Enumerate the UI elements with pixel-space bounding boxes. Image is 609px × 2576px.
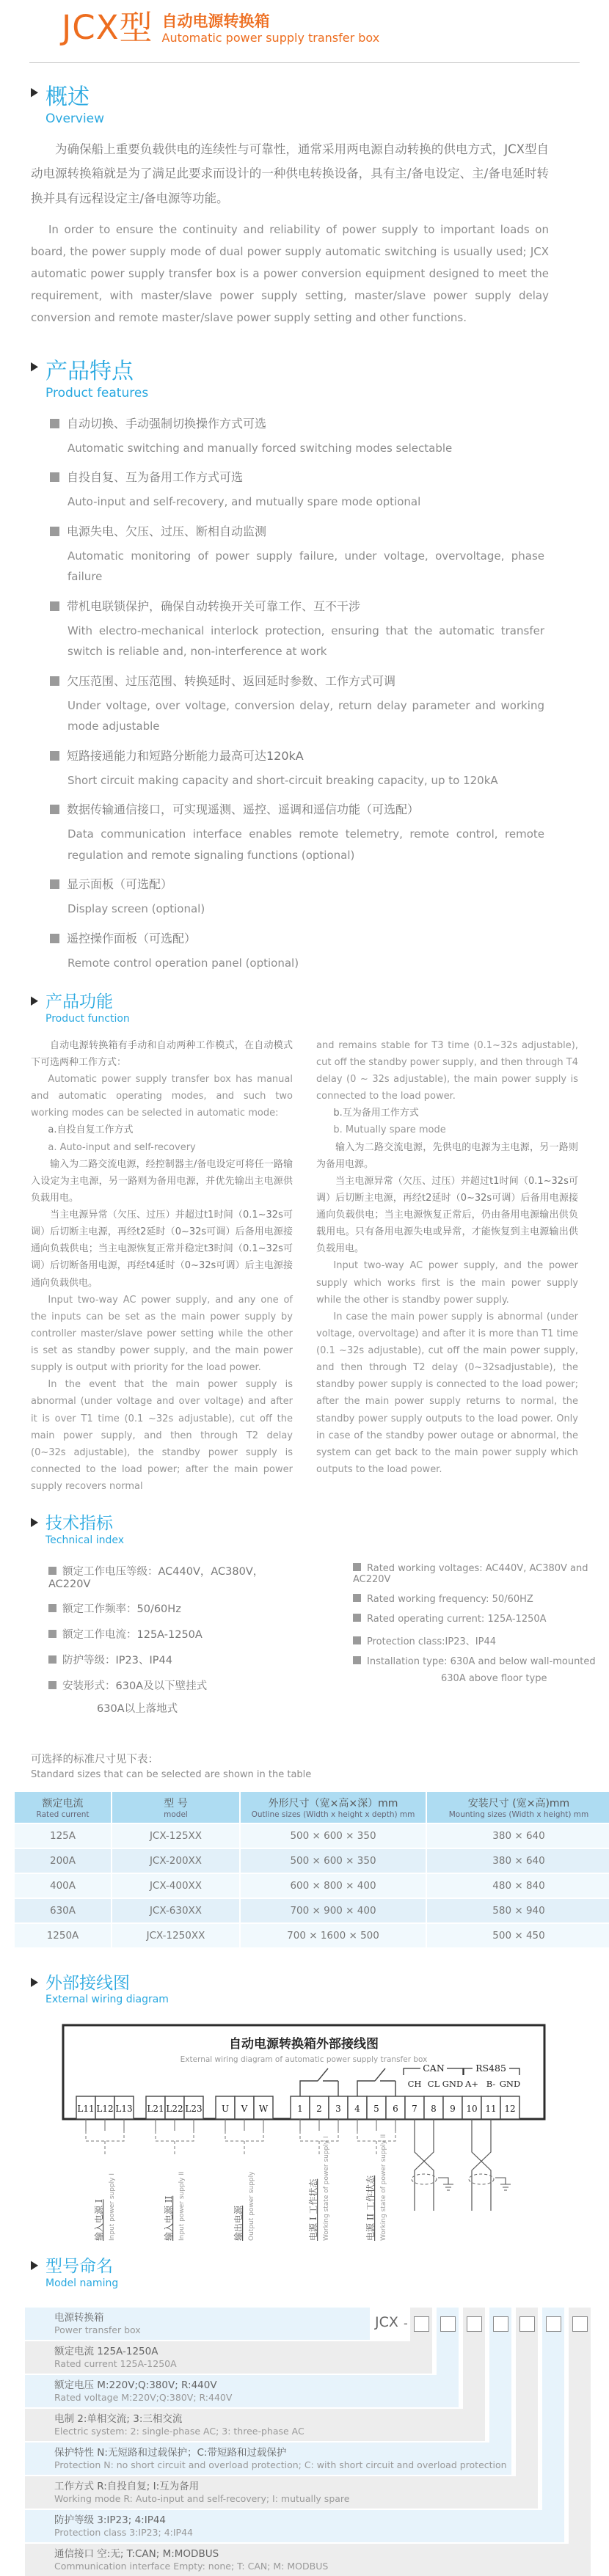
table-header-cell: 型 号 model bbox=[112, 1792, 239, 1823]
rs485-bus-label: RS485 bbox=[475, 2063, 506, 2074]
terminal-label: V bbox=[241, 2104, 248, 2115]
model-naming-row: 防护等级 3:IP23; 4:IP44 Protection class 3:IP23; 4:IP44 bbox=[25, 2510, 564, 2542]
model-code-box bbox=[440, 2316, 456, 2332]
function-paragraph: 当主电源异常（欠压、过压）并超过t1时间（0.1~32s可调）后切断主电源，再经t2延时（0~32s可调）后备用电源接通向负载供电；当主电源恢复正常并稳定t3时间（0.1~32s可调）后切断备用电源，再经t4延时（0~32s可调）后主电源接通向负载供电。 bbox=[31, 1210, 293, 1289]
feature-zh: 短路接通能力和短路分断能力最高可达120kA bbox=[67, 748, 304, 763]
bullet-square-icon bbox=[48, 1604, 56, 1612]
technical-en-column bbox=[353, 1563, 609, 1726]
section-marker-icon: ▶ bbox=[31, 2258, 38, 2273]
table-cell: JCX-125XX bbox=[112, 1824, 239, 1848]
feature-zh: 数据传输通信接口，可实现遥测、遥控、遥调和遥信功能（可选配） bbox=[67, 802, 420, 817]
function-paragraph: 自动电源转换箱有手动和自动两种工作模式，在自动模式下可选两种工作方式： bbox=[31, 1039, 293, 1068]
functions-columns bbox=[31, 1037, 578, 1495]
feature-item bbox=[50, 597, 559, 662]
technical-item-continuation: 630A above floor type bbox=[441, 1672, 547, 1684]
product-title-zh: 自动电源转换箱 bbox=[161, 12, 270, 30]
functions-right-column bbox=[316, 1037, 578, 1495]
wiring-title-zh: 外部接线图 bbox=[45, 1973, 130, 1993]
model-code-box bbox=[414, 2316, 429, 2332]
wiring-diagram bbox=[62, 2024, 546, 2244]
technical-heading bbox=[31, 1514, 609, 1547]
table-row bbox=[15, 1849, 609, 1873]
functions-title-zh: 产品功能 bbox=[45, 992, 113, 1012]
size-table-note-zh: 可选择的标准尺寸见下表： bbox=[31, 1753, 158, 1765]
bullet-square-icon bbox=[50, 805, 59, 814]
bullet-square-icon bbox=[48, 1567, 56, 1575]
terminal-label: 5 bbox=[373, 2104, 379, 2115]
table-cell: 480 × 840 bbox=[427, 1874, 609, 1898]
table-cell: 380 × 640 bbox=[427, 1849, 609, 1873]
table-cell: JCX-400XX bbox=[112, 1874, 239, 1898]
feature-en: With electro-mechanical interlock protection, ensuring that the automatic transfer switch is reliable and, non-interference at work bbox=[68, 623, 544, 659]
bullet-square-icon bbox=[353, 1594, 361, 1602]
group-label-zh: 电源 II 工作状态 bbox=[365, 2176, 376, 2242]
model-naming-row: 额定电压 M:220V;Q:380V; R:440V Rated voltage M:220V;Q:380V; R:440V bbox=[25, 2375, 459, 2407]
wiring-box-title-zh: 自动电源转换箱外部接线图 bbox=[229, 2037, 379, 2052]
model-dash: - bbox=[404, 2316, 408, 2331]
shield-ellipse-icon bbox=[412, 2174, 437, 2184]
bullet-square-icon bbox=[50, 527, 59, 536]
technical-item: Rated working voltages: AC440V, AC380V and AC220V bbox=[353, 1562, 588, 1585]
terminal-label: 2 bbox=[316, 2104, 322, 2115]
technical-columns bbox=[48, 1563, 609, 1726]
technical-item: 安装形式：630A及以下壁挂式 bbox=[62, 1680, 208, 1692]
feature-item bbox=[50, 747, 559, 791]
overview-title-zh: 概述 bbox=[45, 84, 90, 111]
feature-zh: 带机电联锁保护，确保自动转换开关可靠工作、互不干涉 bbox=[67, 599, 361, 613]
pin-label: CH bbox=[407, 2079, 422, 2090]
product-title-en: Automatic power supply transfer box bbox=[161, 31, 380, 45]
bullet-square-icon bbox=[48, 1655, 56, 1664]
feature-item bbox=[50, 468, 559, 513]
bullet-square-icon bbox=[50, 419, 59, 428]
table-cell: 125A bbox=[15, 1824, 111, 1848]
feature-zh: 自动切换、手动强制切换操作方式可选 bbox=[67, 416, 267, 431]
technical-zh-column bbox=[48, 1563, 304, 1726]
bullet-square-icon bbox=[50, 934, 59, 943]
group-label-en: Input power supply I bbox=[109, 2173, 116, 2242]
technical-item-continuation: 630A以上落地式 bbox=[97, 1702, 178, 1715]
bullet-square-icon bbox=[50, 676, 59, 686]
table-cell: 700 × 1600 × 500 bbox=[241, 1924, 426, 1947]
group-label-en: Input power supply II bbox=[178, 2171, 186, 2242]
wiring-stubs bbox=[86, 2119, 395, 2131]
ground-symbol-icon bbox=[438, 2178, 453, 2190]
function-paragraph: b.互为备用工作方式 bbox=[333, 1108, 419, 1119]
section-marker-icon: ▶ bbox=[31, 359, 38, 374]
group-label-zh: 输入电源 I bbox=[94, 2199, 104, 2242]
group-label-zh: 电源 I 工作状态 bbox=[308, 2179, 318, 2242]
terminal-label: L13 bbox=[115, 2104, 133, 2115]
bullet-square-icon bbox=[50, 472, 59, 482]
feature-zh: 欠压范围、过压范围、转换延时、返回延时参数、工作方式可调 bbox=[67, 673, 396, 688]
function-paragraph: In the event that the main power supply is abnormal (under voltage and over voltage) and after it is over T1 time (0.1 ~32s adjustable), cut off the main power supply, and then through T2 delay (0~32s adjustable), the standby power supply is connected to the load power; after the main power supply recovers normal bbox=[31, 1379, 293, 1493]
technical-item: Rated operating current: 125A-1250A bbox=[367, 1613, 547, 1625]
features-title-zh: 产品特点 bbox=[45, 359, 134, 385]
model-code-box bbox=[493, 2316, 508, 2332]
bullet-square-icon bbox=[48, 1681, 56, 1689]
function-paragraph: and remains stable for T3 time (0.1~32s adjustable), cut off the standby power supply, and then through T4 delay (0 ~ 32s adjustable), the main power supply is connected to the load power. bbox=[316, 1039, 578, 1102]
table-cell: 630A bbox=[15, 1899, 111, 1922]
wiring-heading bbox=[31, 1974, 609, 2007]
table-header-cell: 额定电流 Rated current bbox=[15, 1792, 111, 1823]
functions-left-column bbox=[31, 1037, 293, 1495]
section-marker-icon: ▶ bbox=[31, 994, 38, 1009]
terminal-label: L22 bbox=[166, 2104, 183, 2115]
feature-en: Automatic monitoring of power supply failure, under voltage, overvoltage, phase failure bbox=[68, 549, 544, 584]
terminal-label: 1 bbox=[297, 2104, 303, 2115]
table-cell: 700 × 900 × 400 bbox=[241, 1899, 426, 1922]
model-naming-title-zh: 型号命名 bbox=[45, 2257, 113, 2277]
model-naming-title-en: Model naming bbox=[45, 2277, 119, 2289]
pin-label: GND bbox=[442, 2079, 464, 2090]
section-marker-icon: ▶ bbox=[31, 85, 38, 100]
model-code-strip bbox=[569, 2308, 591, 2576]
table-cell: 580 × 940 bbox=[427, 1899, 609, 1922]
table-cell: JCX-630XX bbox=[112, 1899, 239, 1922]
technical-item: Rated working frequency: 50/60HZ bbox=[367, 1593, 533, 1605]
feature-zh: 遥控操作面板（可选配） bbox=[67, 931, 197, 945]
function-paragraph: In case the main power supply is abnormal (under voltage, overvoltage) and after it is more than T1 time (0.1 ~32s adjustable), cut off the main power supply, and then through T2 delay (0~32sadjustable), the standby power supply is connected to the load power; after the main power supply returns to normal, the standby power supply outputs to the load power. Only in case of the standby power outage or abnormal, the system can get back to the main power supply which outputs to the load power. bbox=[316, 1311, 578, 1475]
feature-item bbox=[50, 929, 559, 974]
bullet-square-icon bbox=[50, 751, 59, 761]
feature-en: Data communication interface enables remote telemetry, remote control, remote regulation and remote signaling functions (optional) bbox=[68, 827, 544, 862]
technical-item: 额定工作频率：50/60Hz bbox=[62, 1603, 181, 1615]
model-code-strip bbox=[542, 2308, 564, 2542]
technical-item: Installation type: 630A and below wall-mounted bbox=[367, 1655, 596, 1667]
model-naming-row: 电源转换箱 Power transfer box bbox=[25, 2308, 370, 2340]
section-marker-icon: ▶ bbox=[31, 1975, 38, 1989]
pin-label: B- bbox=[486, 2079, 496, 2090]
feature-item bbox=[50, 800, 559, 866]
pin-label: CL bbox=[427, 2079, 440, 2090]
terminal-label: L11 bbox=[77, 2104, 95, 2115]
size-table bbox=[13, 1790, 609, 1949]
feature-item bbox=[50, 414, 559, 459]
model-code-box bbox=[546, 2316, 561, 2332]
wiring-dashed-connectors bbox=[86, 2131, 395, 2156]
bullet-square-icon bbox=[353, 1614, 361, 1622]
twisted-pair-rs485 bbox=[472, 2119, 491, 2211]
function-paragraph: Input two-way AC power supply, and any one of the inputs can be set as the main power supply by controller master/slave power setting while the other is set as standby power supply, and the main power supply is output with priority for the load power. bbox=[31, 1294, 293, 1374]
terminal-label: 10 bbox=[466, 2104, 478, 2115]
model-naming-ladder bbox=[25, 2308, 602, 2576]
pin-label: A+ bbox=[465, 2079, 478, 2090]
size-table-note-en: Standard sizes that can be selected are shown in the table bbox=[31, 1768, 312, 1780]
function-paragraph: 输入为二路交流电源，先供电的电源为主电源，另一路则为备用电源。 bbox=[316, 1141, 578, 1170]
ground-symbol-icon bbox=[495, 2178, 511, 2190]
feature-zh: 自投自复、互为备用工作方式可选 bbox=[67, 470, 244, 485]
table-header-cell: 安装尺寸 (宽×高)mm Mounting sizes (Width x height) mm bbox=[427, 1792, 609, 1823]
feature-zh: 电源失电、欠压、过压、断相自动监测 bbox=[67, 524, 267, 538]
bullet-square-icon bbox=[50, 879, 59, 889]
features-list bbox=[50, 414, 559, 974]
feature-en: Short circuit making capacity and short-circuit breaking capacity, up to 120kA bbox=[68, 773, 498, 787]
group-label-en: Working state of power supply I bbox=[323, 2136, 330, 2242]
table-cell: 200A bbox=[15, 1849, 111, 1873]
model-naming-row: 额定电流 125A-1250A Rated current 125A-1250A bbox=[25, 2341, 432, 2374]
wiring-box-title-en: External wiring diagram of automatic power supply transfer box bbox=[180, 2055, 428, 2065]
model-naming-heading bbox=[31, 2257, 609, 2290]
model-naming-row: 电制 2:单相交流; 3:三相交流 Electric system: 2: single-phase AC; 3: three-phase AC bbox=[25, 2409, 485, 2441]
terminal-label: 12 bbox=[504, 2104, 516, 2115]
pin-label: GND bbox=[499, 2079, 521, 2090]
model-code-box bbox=[467, 2316, 482, 2332]
wiring-title-en: External wiring diagram bbox=[45, 1994, 169, 2006]
feature-en: Remote control operation panel (optional) bbox=[68, 956, 299, 970]
technical-title-zh: 技术指标 bbox=[45, 1514, 113, 1534]
header-divider bbox=[29, 62, 580, 63]
feature-item bbox=[50, 672, 559, 737]
wiring-group-labels bbox=[93, 2134, 387, 2241]
function-paragraph: a.自投自复工作方式 bbox=[48, 1124, 134, 1136]
table-cell: JCX-200XX bbox=[112, 1849, 239, 1873]
table-cell: 600 × 800 × 400 bbox=[241, 1874, 426, 1898]
function-paragraph: b. Mutually spare mode bbox=[333, 1124, 446, 1136]
technical-item: 额定工作电压等级：AC440V，AC380V，AC220V bbox=[48, 1565, 264, 1590]
table-header-cell: 外形尺寸（宽×高×深）mm Outline sizes (Width x height x depth) mm bbox=[241, 1792, 426, 1823]
table-cell: JCX-1250XX bbox=[112, 1924, 239, 1947]
function-paragraph: Input two-way AC power supply, and the power supply which works first is the main power supply while the other is standby power supply. bbox=[316, 1260, 578, 1306]
features-title-en: Product features bbox=[45, 385, 149, 400]
table-header-row bbox=[15, 1792, 609, 1823]
model-code-box bbox=[572, 2316, 588, 2332]
functions-title-en: Product function bbox=[45, 1012, 130, 1025]
technical-item: 额定工作电流：125A-1250A bbox=[62, 1628, 203, 1641]
feature-en: Under voltage, over voltage, conversion delay, return delay parameter and working mode adjustable bbox=[68, 698, 544, 733]
function-paragraph: 当主电源异常（欠压、过压）并超过t1时间（0.1~32s可调）后切断主电源，再经t2延时（0~32s可调）后备用电源接通向负载供电；当主电源恢复正常后，仍由备用电源输出供负载用电。只有备用电源失电或异常，才能恢复到主电源输出供负载用电。 bbox=[316, 1175, 578, 1255]
terminal-label: 4 bbox=[354, 2104, 360, 2115]
bullet-square-icon bbox=[50, 601, 59, 611]
terminal-label: 7 bbox=[412, 2104, 417, 2115]
group-label-en: Output power supply bbox=[248, 2171, 255, 2242]
model-naming-row: 通信接口 空:无; T:CAN; M:MODBUS Communication interface Empty: none; T: CAN; M: MODBUS bbox=[25, 2544, 591, 2576]
bullet-square-icon bbox=[353, 1636, 361, 1644]
section-marker-icon: ▶ bbox=[31, 1515, 38, 1530]
table-cell: 500 × 450 bbox=[427, 1924, 609, 1947]
shield-ellipse-icon bbox=[469, 2174, 494, 2184]
overview-title-en: Overview bbox=[45, 111, 105, 126]
can-bus-label: CAN bbox=[423, 2063, 445, 2074]
feature-zh: 显示面板（可选配） bbox=[67, 877, 173, 892]
terminal-label: 11 bbox=[485, 2104, 497, 2115]
terminal-label: L21 bbox=[147, 2104, 164, 2115]
function-paragraph: a. Auto-input and self-recovery bbox=[48, 1141, 196, 1153]
feature-en: Display screen (optional) bbox=[68, 902, 205, 916]
table-cell: 400A bbox=[15, 1874, 111, 1898]
table-row bbox=[15, 1824, 609, 1848]
overview-paragraph-zh: 为确保船上重要负载供电的连续性与可靠性，通常采用两电源自动转换的供电方式，JCX型自动电源转换箱就是为了满足此要求而设计的一种供电转换设备，具有主/备电设定、主/备电延时转换并具有远程设定主/备电源等功能。 bbox=[31, 142, 549, 206]
terminal-label: 8 bbox=[431, 2104, 437, 2115]
terminal-label: 3 bbox=[335, 2104, 341, 2115]
terminal-label: 9 bbox=[450, 2104, 456, 2115]
model-prefix: JCX bbox=[375, 2314, 398, 2331]
model-naming-row: 保护特性 N:无短路和过载保护；C:带短路和过载保护 Protection N: no short circuit and overload protection; C: with short circuit and overload protection bbox=[25, 2443, 511, 2475]
table-row bbox=[15, 1924, 609, 1947]
terminal-label: W bbox=[258, 2104, 269, 2115]
features-heading bbox=[31, 359, 609, 401]
feature-item bbox=[50, 522, 559, 588]
table-row bbox=[15, 1874, 609, 1898]
overview-paragraph-en: In order to ensure the continuity and reliability of power supply to important loads on board, the power supply mode of dual power supply automatic switching is usually used; JCX automatic power supply transfer box is a power conversion equipment designed to meet the requirement, with master/slave power supply setting, master/slave power supply delay conversion and remote master/slave power supply setting and other functions. bbox=[31, 223, 549, 325]
table-row bbox=[15, 1899, 609, 1922]
function-paragraph: 输入为二路交流电源，经控制器主/备电设定可将任一路输入设定为主电源，另一路则为备用电源，并优先输出主电源供负载用电。 bbox=[31, 1158, 293, 1204]
model-naming-row: 工作方式 R:自投自复; I:互为备用 Working mode R: Auto-input and self-recovery; I: mutually spare bbox=[25, 2476, 538, 2509]
technical-title-en: Technical index bbox=[45, 1534, 125, 1546]
technical-item: Protection class:IP23、IP44 bbox=[367, 1636, 496, 1647]
function-paragraph: Automatic power supply transfer box has manual and automatic operating modes, and such two working modes can be selected in automatic mode: bbox=[31, 1074, 293, 1119]
table-cell: 500 × 600 × 350 bbox=[241, 1824, 426, 1848]
table-cell: 500 × 600 × 350 bbox=[241, 1849, 426, 1873]
terminal-label: L23 bbox=[185, 2104, 203, 2115]
terminal-label: U bbox=[221, 2104, 230, 2115]
brand-model: JCX型 bbox=[62, 8, 153, 47]
model-code-box bbox=[519, 2316, 535, 2332]
terminal-label: L12 bbox=[96, 2104, 114, 2115]
masthead bbox=[62, 10, 609, 46]
table-cell: 380 × 640 bbox=[427, 1824, 609, 1848]
bullet-square-icon bbox=[48, 1630, 56, 1638]
terminal-label: 6 bbox=[393, 2104, 398, 2115]
group-label-zh: 输入电源 II bbox=[164, 2196, 174, 2242]
bullet-square-icon bbox=[353, 1563, 361, 1571]
feature-en: Auto-input and self-recovery, and mutually spare mode optional bbox=[68, 495, 421, 509]
overview-heading bbox=[31, 85, 609, 127]
twisted-pair-can bbox=[415, 2119, 434, 2211]
functions-heading bbox=[31, 992, 609, 1025]
feature-en: Automatic switching and manually forced switching modes selectable bbox=[68, 441, 453, 455]
group-label-en: Working state of power supply II bbox=[380, 2134, 387, 2242]
technical-item: 防护等级：IP23、IP44 bbox=[62, 1654, 172, 1666]
table-cell: 1250A bbox=[15, 1924, 111, 1947]
feature-item bbox=[50, 875, 559, 920]
bullet-square-icon bbox=[353, 1656, 361, 1664]
group-label-zh: 输出电源 bbox=[233, 2206, 244, 2242]
